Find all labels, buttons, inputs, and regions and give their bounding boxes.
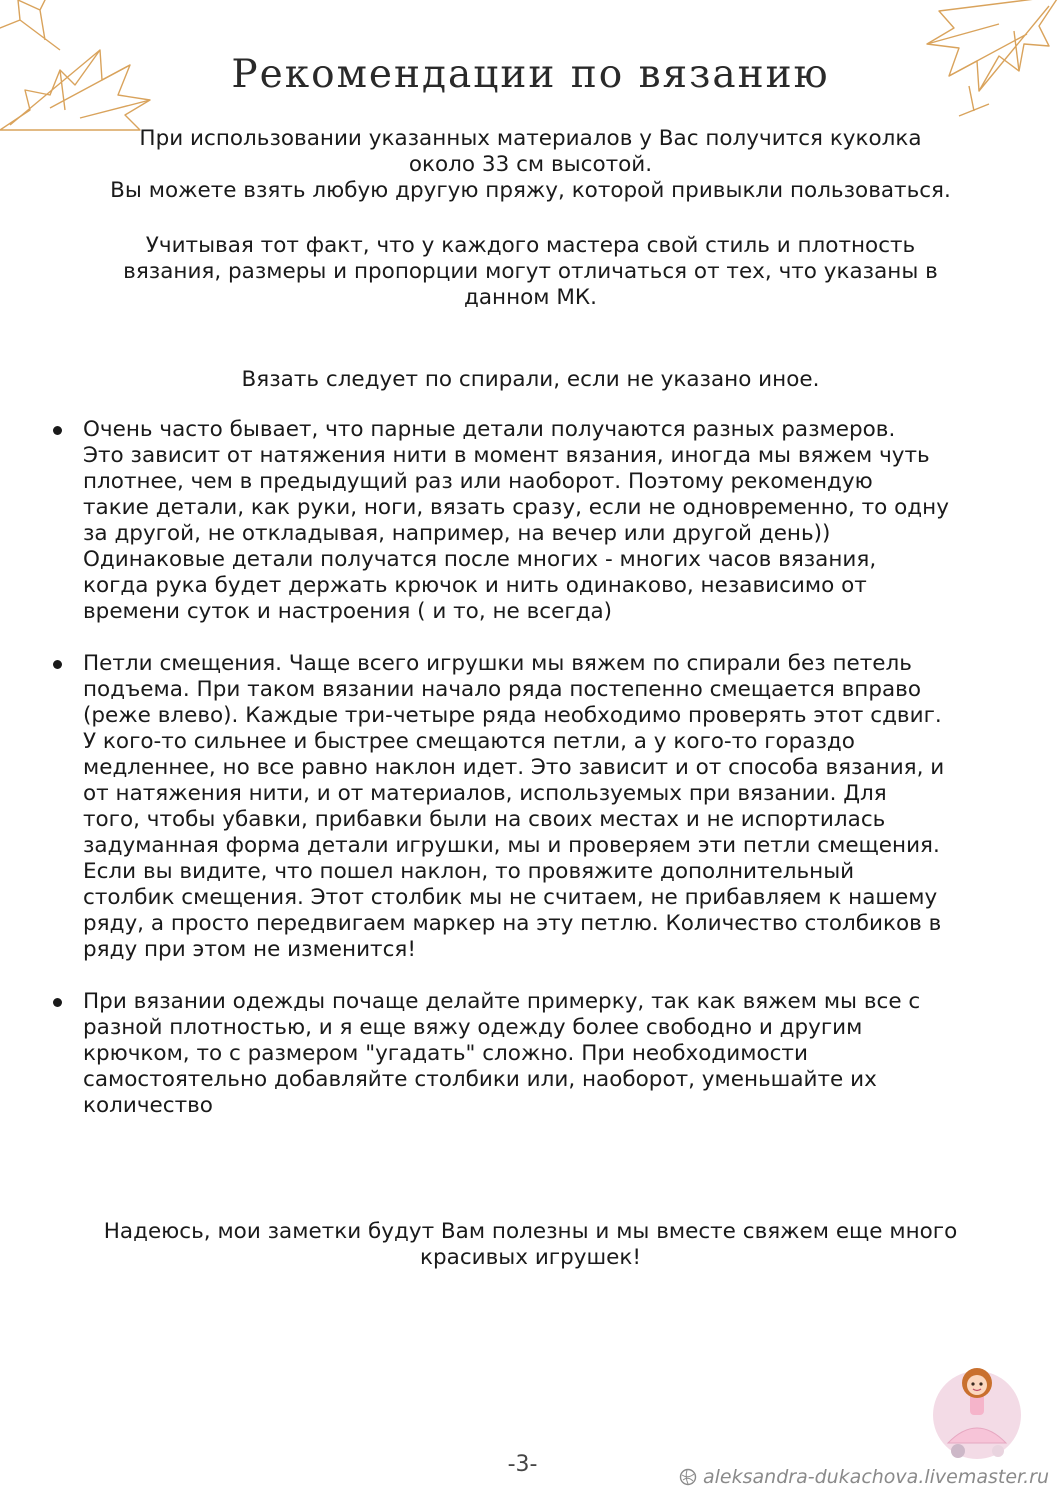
bullet-line: количество: [83, 1093, 213, 1118]
intro-line: При использовании указанных материалов у Вас получится куколка: [139, 126, 922, 151]
note-line: Учитывая тот факт, что у каждого мастера свой стиль и плотность: [145, 233, 916, 258]
bullet-line: медленнее, но все равно наклон идет. Это зависит и от способа вязания, и: [83, 755, 945, 780]
bullet-line: подъема. При таком вязании начало ряда постепенно смещается вправо: [83, 677, 921, 702]
list-item: [40, 417, 1030, 625]
note-line: вязания, размеры и пропорции могут отличаться от тех, что указаны в: [123, 259, 938, 284]
bullet-icon: [53, 998, 62, 1007]
bullet-line: столбик смещения. Этот столбик мы не считаем, не прибавляем к нашему: [83, 885, 938, 910]
watermark-text: aleksandra-dukachova.livemaster.ru: [703, 1466, 1049, 1488]
bullet-line: такие детали, как руки, ноги, вязать сразу, если не одновременно, то одну: [83, 495, 949, 520]
bullet-line: Если вы видите, что пошел наклон, то провяжите дополнительный: [83, 859, 855, 884]
yarn-ball-icon: [679, 1468, 697, 1486]
bullet-line: задуманная форма детали игрушки, мы и проверяем эти петли смещения.: [83, 833, 940, 858]
closing-line: Надеюсь, мои заметки будут Вам полезны и мы вместе свяжем еще много: [103, 1219, 958, 1244]
page-number: -3-: [507, 1452, 538, 1477]
bullet-line: за другой, не откладывая, например, на вечер или другой день)): [83, 521, 831, 546]
bullet-line: ряду при этом не изменится!: [83, 937, 416, 962]
bullet-line: того, чтобы убавки, прибавки были на своих местах и не испортилась: [83, 807, 886, 832]
intro-line: Вы можете взять любую другую пряжу, которой привыкли пользоваться.: [110, 178, 951, 203]
spiral-note: Вязать следует по спирали, если не указано иное.: [241, 367, 820, 392]
bullet-line: (реже влево). Каждые три-четыре ряда необходимо проверять этот сдвиг.: [83, 703, 942, 728]
note-paragraph: [40, 233, 1021, 311]
intro-line: около 33 см высотой.: [408, 152, 653, 177]
page-title: Рекомендации по вязанию: [231, 52, 830, 97]
list-item: [40, 651, 1030, 963]
bullet-line: от натяжения нити, и от материалов, используемых при вязании. Для: [83, 781, 887, 806]
bullet-icon: [53, 660, 62, 669]
bullet-line: самостоятельно добавляйте столбики или, наоборот, уменьшайте их: [83, 1067, 877, 1092]
recommendation-list: [40, 417, 1030, 1145]
closing-paragraph: [40, 1219, 1021, 1271]
bullet-line: когда рука будет держать крючок и нить одинаково, независимо от: [83, 573, 867, 598]
list-item: [40, 989, 1030, 1119]
bullet-line: Очень часто бывает, что парные детали получаются разных размеров.: [83, 417, 896, 442]
bullet-line: При вязании одежды почаще делайте примерку, так как вяжем мы все с: [83, 989, 921, 1014]
bullet-line: Это зависит от натяжения нити в момент вязания, иногда мы вяжем чуть: [83, 443, 930, 468]
note-line: данном МК.: [463, 285, 597, 310]
bullet-line: времени суток и настроения ( и то, не всегда): [83, 599, 613, 624]
watermark: [679, 1466, 1049, 1488]
bullet-icon: [53, 426, 62, 435]
bullet-line: плотнее, чем в предыдущий раз или наоборот. Поэтому рекомендую: [83, 469, 873, 494]
bullet-line: У кого-то сильнее и быстрее смещаются петли, а у кого-то гораздо: [83, 729, 855, 754]
bullet-line: крючком, то с размером "угадать" сложно. При необходимости: [83, 1041, 808, 1066]
bullet-line: ряду, а просто передвигаем маркер на эту петлю. Количество столбиков в: [83, 911, 942, 936]
bullet-line: разной плотностью, и я еще вяжу одежду более свободно и другим: [83, 1015, 863, 1040]
closing-line: красивых игрушек!: [420, 1245, 641, 1270]
intro-paragraph: [40, 126, 1021, 204]
bullet-line: Одинаковые детали получатся после многих - многих часов вязания,: [83, 547, 877, 572]
bullet-line: Петли смещения. Чаще всего игрушки мы вяжем по спирали без петель: [83, 651, 912, 676]
